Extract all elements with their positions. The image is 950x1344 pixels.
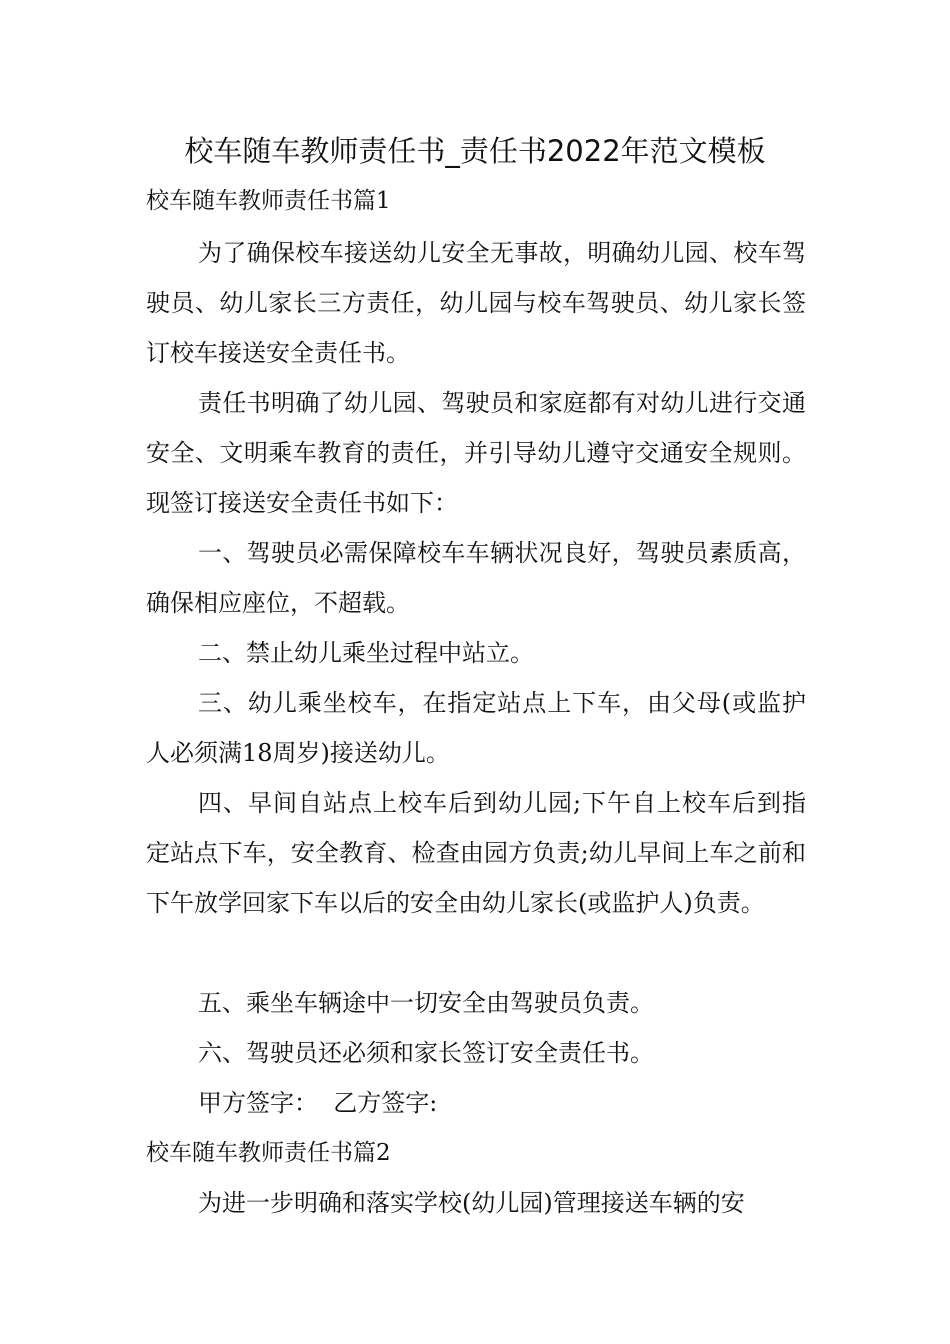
section-heading-1: 校车随车教师责任书篇1 (146, 188, 391, 214)
paragraph-section2-intro: 为进一步明确和落实学校(幼儿园)管理接送车辆的安 (198, 1189, 745, 1217)
paragraph-responsibility: 责任书明确了幼儿园、驾驶员和家庭都有对幼儿进行交通安全、文明乘车教育的责任，并引导幼儿遵守交通安全规则。现签订接送安全责任书如下： (146, 389, 806, 517)
paragraph-item-2: 二、禁止幼儿乘坐过程中站立。 (198, 639, 534, 667)
paragraph-intro: 为了确保校车接送幼儿安全无事故，明确幼儿园、校车驾驶员、幼儿家长三方责任，幼儿园与校车驾驶员、幼儿家长签订校车接送安全责任书。 (146, 239, 806, 367)
paragraph-item-6: 六、驾驶员还必须和家长签订安全责任书。 (198, 1039, 654, 1067)
signature-line: 甲方签字： 乙方签字: (198, 1089, 438, 1117)
document-title: 校车随车教师责任书_责任书2022年范文模板 (184, 134, 766, 168)
paragraph-item-3: 三、幼儿乘坐校车，在指定站点上下车，由父母(或监护人必须满18周岁)接送幼儿。 (146, 689, 806, 767)
paragraph-item-4: 四、早间自站点上校车后到幼儿园;下午自上校车后到指定站点下车，安全教育、检查由园方负责;幼儿早间上车之前和下午放学回家下车以后的安全由幼儿家长(或监护人)负责。 (146, 789, 806, 917)
paragraph-item-1: 一、驾驶员必需保障校车车辆状况良好，驾驶员素质高，确保相应座位，不超载。 (146, 539, 806, 617)
section-heading-2: 校车随车教师责任书篇2 (146, 1140, 391, 1166)
paragraph-item-5: 五、乘坐车辆途中一切安全由驾驶员负责。 (198, 989, 654, 1017)
